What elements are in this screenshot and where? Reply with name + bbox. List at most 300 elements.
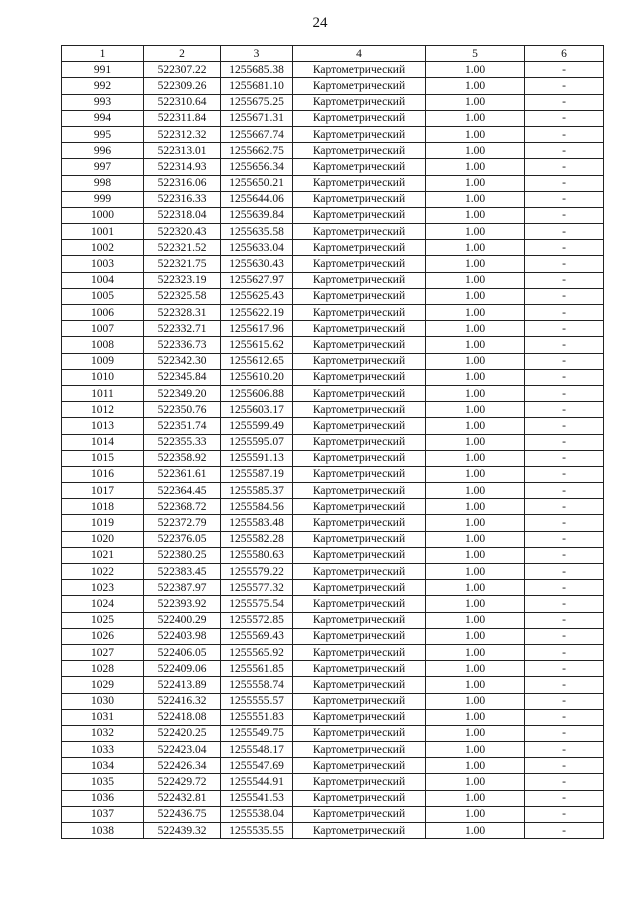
point-number-cell: 1021 xyxy=(62,547,144,563)
table-row xyxy=(62,596,604,612)
table-row xyxy=(62,337,604,353)
point-number-cell: 1003 xyxy=(62,256,144,272)
point-number-cell: 1037 xyxy=(62,806,144,822)
table-row xyxy=(62,272,604,288)
table-row xyxy=(62,580,604,596)
table-row xyxy=(62,143,604,159)
y-coordinate-cell: 1255644.06 xyxy=(221,191,293,207)
point-number-cell: 1009 xyxy=(62,353,144,369)
table-row xyxy=(62,321,604,337)
point-number-cell: 1033 xyxy=(62,742,144,758)
y-coordinate-cell: 1255681.10 xyxy=(221,78,293,94)
table-row xyxy=(62,677,604,693)
y-coordinate-cell: 1255685.38 xyxy=(221,62,293,78)
x-coordinate-cell: 522358.92 xyxy=(144,450,221,466)
method-cell: Картометрический xyxy=(293,628,426,644)
description-cell: - xyxy=(525,628,604,644)
table-row xyxy=(62,450,604,466)
accuracy-cell: 1.00 xyxy=(426,806,525,822)
x-coordinate-cell: 522316.06 xyxy=(144,175,221,191)
x-coordinate-cell: 522418.08 xyxy=(144,709,221,725)
accuracy-cell: 1.00 xyxy=(426,790,525,806)
description-cell: - xyxy=(525,191,604,207)
point-number-cell: 1035 xyxy=(62,774,144,790)
x-coordinate-cell: 522439.32 xyxy=(144,823,221,839)
x-coordinate-cell: 522309.26 xyxy=(144,78,221,94)
description-cell: - xyxy=(525,272,604,288)
method-cell: Картометрический xyxy=(293,450,426,466)
table-row xyxy=(62,612,604,628)
point-number-cell: 1023 xyxy=(62,580,144,596)
table-row xyxy=(62,774,604,790)
table-row xyxy=(62,78,604,94)
method-cell: Картометрический xyxy=(293,661,426,677)
description-cell: - xyxy=(525,758,604,774)
point-number-cell: 1012 xyxy=(62,402,144,418)
description-cell: - xyxy=(525,612,604,628)
point-number-cell: 996 xyxy=(62,143,144,159)
table-row xyxy=(62,305,604,321)
x-coordinate-cell: 522436.75 xyxy=(144,806,221,822)
description-cell: - xyxy=(525,644,604,660)
x-coordinate-cell: 522429.72 xyxy=(144,774,221,790)
point-number-cell: 1019 xyxy=(62,515,144,531)
y-coordinate-cell: 1255583.48 xyxy=(221,515,293,531)
method-cell: Картометрический xyxy=(293,644,426,660)
point-number-cell: 1008 xyxy=(62,337,144,353)
description-cell: - xyxy=(525,823,604,839)
method-cell: Картометрический xyxy=(293,790,426,806)
description-cell: - xyxy=(525,240,604,256)
table-row xyxy=(62,418,604,434)
y-coordinate-cell: 1255548.17 xyxy=(221,742,293,758)
table-row xyxy=(62,515,604,531)
method-cell: Картометрический xyxy=(293,337,426,353)
description-cell: - xyxy=(525,159,604,175)
description-cell: - xyxy=(525,288,604,304)
accuracy-cell: 1.00 xyxy=(426,661,525,677)
accuracy-cell: 1.00 xyxy=(426,515,525,531)
y-coordinate-cell: 1255565.92 xyxy=(221,644,293,660)
x-coordinate-cell: 522323.19 xyxy=(144,272,221,288)
column-header: 1 xyxy=(62,46,144,62)
description-cell: - xyxy=(525,531,604,547)
method-cell: Картометрический xyxy=(293,434,426,450)
method-cell: Картометрический xyxy=(293,823,426,839)
method-cell: Картометрический xyxy=(293,110,426,126)
y-coordinate-cell: 1255599.49 xyxy=(221,418,293,434)
y-coordinate-cell: 1255591.13 xyxy=(221,450,293,466)
point-number-cell: 1002 xyxy=(62,240,144,256)
description-cell: - xyxy=(525,126,604,142)
point-number-cell: 1007 xyxy=(62,321,144,337)
point-number-cell: 1028 xyxy=(62,661,144,677)
description-cell: - xyxy=(525,483,604,499)
method-cell: Картометрический xyxy=(293,305,426,321)
accuracy-cell: 1.00 xyxy=(426,385,525,401)
method-cell: Картометрический xyxy=(293,240,426,256)
method-cell: Картометрический xyxy=(293,353,426,369)
accuracy-cell: 1.00 xyxy=(426,110,525,126)
y-coordinate-cell: 1255610.20 xyxy=(221,369,293,385)
x-coordinate-cell: 522413.89 xyxy=(144,677,221,693)
method-cell: Картометрический xyxy=(293,256,426,272)
description-cell: - xyxy=(525,369,604,385)
x-coordinate-cell: 522311.84 xyxy=(144,110,221,126)
y-coordinate-cell: 1255587.19 xyxy=(221,466,293,482)
x-coordinate-cell: 522349.20 xyxy=(144,385,221,401)
point-number-cell: 1014 xyxy=(62,434,144,450)
table-row xyxy=(62,758,604,774)
y-coordinate-cell: 1255615.62 xyxy=(221,337,293,353)
y-coordinate-cell: 1255577.32 xyxy=(221,580,293,596)
x-coordinate-cell: 522416.32 xyxy=(144,693,221,709)
y-coordinate-cell: 1255541.53 xyxy=(221,790,293,806)
column-header: 5 xyxy=(426,46,525,62)
method-cell: Картометрический xyxy=(293,466,426,482)
accuracy-cell: 1.00 xyxy=(426,62,525,78)
x-coordinate-cell: 522313.01 xyxy=(144,143,221,159)
table-body xyxy=(62,62,604,839)
accuracy-cell: 1.00 xyxy=(426,159,525,175)
table-row xyxy=(62,434,604,450)
accuracy-cell: 1.00 xyxy=(426,434,525,450)
accuracy-cell: 1.00 xyxy=(426,272,525,288)
method-cell: Картометрический xyxy=(293,758,426,774)
point-number-cell: 992 xyxy=(62,78,144,94)
table-row xyxy=(62,110,604,126)
x-coordinate-cell: 522342.30 xyxy=(144,353,221,369)
y-coordinate-cell: 1255582.28 xyxy=(221,531,293,547)
accuracy-cell: 1.00 xyxy=(426,175,525,191)
y-coordinate-cell: 1255662.75 xyxy=(221,143,293,159)
x-coordinate-cell: 522426.34 xyxy=(144,758,221,774)
x-coordinate-cell: 522409.06 xyxy=(144,661,221,677)
description-cell: - xyxy=(525,305,604,321)
point-number-cell: 1020 xyxy=(62,531,144,547)
y-coordinate-cell: 1255538.04 xyxy=(221,806,293,822)
description-cell: - xyxy=(525,725,604,741)
method-cell: Картометрический xyxy=(293,483,426,499)
x-coordinate-cell: 522368.72 xyxy=(144,499,221,515)
x-coordinate-cell: 522423.04 xyxy=(144,742,221,758)
accuracy-cell: 1.00 xyxy=(426,369,525,385)
method-cell: Картометрический xyxy=(293,725,426,741)
table-row xyxy=(62,725,604,741)
method-cell: Картометрический xyxy=(293,224,426,240)
method-cell: Картометрический xyxy=(293,564,426,580)
description-cell: - xyxy=(525,78,604,94)
y-coordinate-cell: 1255627.97 xyxy=(221,272,293,288)
table-row xyxy=(62,806,604,822)
point-number-cell: 991 xyxy=(62,62,144,78)
x-coordinate-cell: 522361.61 xyxy=(144,466,221,482)
table-row xyxy=(62,256,604,272)
y-coordinate-cell: 1255584.56 xyxy=(221,499,293,515)
y-coordinate-cell: 1255639.84 xyxy=(221,207,293,223)
method-cell: Картометрический xyxy=(293,709,426,725)
description-cell: - xyxy=(525,385,604,401)
table-row xyxy=(62,661,604,677)
description-cell: - xyxy=(525,466,604,482)
method-cell: Картометрический xyxy=(293,418,426,434)
description-cell: - xyxy=(525,402,604,418)
description-cell: - xyxy=(525,337,604,353)
method-cell: Картометрический xyxy=(293,612,426,628)
accuracy-cell: 1.00 xyxy=(426,758,525,774)
method-cell: Картометрический xyxy=(293,402,426,418)
method-cell: Картометрический xyxy=(293,742,426,758)
y-coordinate-cell: 1255544.91 xyxy=(221,774,293,790)
y-coordinate-cell: 1255579.22 xyxy=(221,564,293,580)
method-cell: Картометрический xyxy=(293,385,426,401)
accuracy-cell: 1.00 xyxy=(426,191,525,207)
table-row xyxy=(62,385,604,401)
description-cell: - xyxy=(525,321,604,337)
y-coordinate-cell: 1255612.65 xyxy=(221,353,293,369)
y-coordinate-cell: 1255625.43 xyxy=(221,288,293,304)
point-number-cell: 1000 xyxy=(62,207,144,223)
point-number-cell: 993 xyxy=(62,94,144,110)
accuracy-cell: 1.00 xyxy=(426,725,525,741)
method-cell: Картометрический xyxy=(293,693,426,709)
point-number-cell: 1027 xyxy=(62,644,144,660)
coordinates-table xyxy=(61,45,604,839)
accuracy-cell: 1.00 xyxy=(426,644,525,660)
method-cell: Картометрический xyxy=(293,515,426,531)
table-row xyxy=(62,175,604,191)
table-row xyxy=(62,644,604,660)
accuracy-cell: 1.00 xyxy=(426,402,525,418)
x-coordinate-cell: 522403.98 xyxy=(144,628,221,644)
x-coordinate-cell: 522321.52 xyxy=(144,240,221,256)
x-coordinate-cell: 522312.32 xyxy=(144,126,221,142)
y-coordinate-cell: 1255558.74 xyxy=(221,677,293,693)
table-row xyxy=(62,547,604,563)
x-coordinate-cell: 522332.71 xyxy=(144,321,221,337)
method-cell: Картометрический xyxy=(293,677,426,693)
point-number-cell: 995 xyxy=(62,126,144,142)
table-row xyxy=(62,466,604,482)
accuracy-cell: 1.00 xyxy=(426,305,525,321)
table-row xyxy=(62,369,604,385)
point-number-cell: 1030 xyxy=(62,693,144,709)
point-number-cell: 1010 xyxy=(62,369,144,385)
description-cell: - xyxy=(525,450,604,466)
method-cell: Картометрический xyxy=(293,531,426,547)
accuracy-cell: 1.00 xyxy=(426,94,525,110)
x-coordinate-cell: 522351.74 xyxy=(144,418,221,434)
accuracy-cell: 1.00 xyxy=(426,224,525,240)
point-number-cell: 1025 xyxy=(62,612,144,628)
accuracy-cell: 1.00 xyxy=(426,337,525,353)
x-coordinate-cell: 522400.29 xyxy=(144,612,221,628)
accuracy-cell: 1.00 xyxy=(426,564,525,580)
accuracy-cell: 1.00 xyxy=(426,78,525,94)
method-cell: Картометрический xyxy=(293,596,426,612)
table-row xyxy=(62,353,604,369)
table-row xyxy=(62,693,604,709)
y-coordinate-cell: 1255595.07 xyxy=(221,434,293,450)
table-row xyxy=(62,742,604,758)
description-cell: - xyxy=(525,499,604,515)
description-cell: - xyxy=(525,353,604,369)
table-row xyxy=(62,191,604,207)
y-coordinate-cell: 1255575.54 xyxy=(221,596,293,612)
column-header: 6 xyxy=(525,46,604,62)
method-cell: Картометрический xyxy=(293,159,426,175)
y-coordinate-cell: 1255535.55 xyxy=(221,823,293,839)
method-cell: Картометрический xyxy=(293,774,426,790)
accuracy-cell: 1.00 xyxy=(426,531,525,547)
accuracy-cell: 1.00 xyxy=(426,677,525,693)
x-coordinate-cell: 522345.84 xyxy=(144,369,221,385)
table-row xyxy=(62,62,604,78)
y-coordinate-cell: 1255549.75 xyxy=(221,725,293,741)
accuracy-cell: 1.00 xyxy=(426,483,525,499)
point-number-cell: 1017 xyxy=(62,483,144,499)
method-cell: Картометрический xyxy=(293,191,426,207)
point-number-cell: 1004 xyxy=(62,272,144,288)
description-cell: - xyxy=(525,143,604,159)
table-header xyxy=(62,46,604,62)
description-cell: - xyxy=(525,790,604,806)
point-number-cell: 1016 xyxy=(62,466,144,482)
accuracy-cell: 1.00 xyxy=(426,742,525,758)
description-cell: - xyxy=(525,515,604,531)
x-coordinate-cell: 522350.76 xyxy=(144,402,221,418)
description-cell: - xyxy=(525,418,604,434)
accuracy-cell: 1.00 xyxy=(426,466,525,482)
x-coordinate-cell: 522314.93 xyxy=(144,159,221,175)
method-cell: Картометрический xyxy=(293,288,426,304)
accuracy-cell: 1.00 xyxy=(426,823,525,839)
method-cell: Картометрический xyxy=(293,207,426,223)
x-coordinate-cell: 522376.05 xyxy=(144,531,221,547)
method-cell: Картометрический xyxy=(293,126,426,142)
description-cell: - xyxy=(525,596,604,612)
page-number: 24 xyxy=(312,15,328,31)
accuracy-cell: 1.00 xyxy=(426,580,525,596)
description-cell: - xyxy=(525,207,604,223)
point-number-cell: 1006 xyxy=(62,305,144,321)
table-row xyxy=(62,531,604,547)
point-number-cell: 1036 xyxy=(62,790,144,806)
x-coordinate-cell: 522320.43 xyxy=(144,224,221,240)
method-cell: Картометрический xyxy=(293,369,426,385)
table-row xyxy=(62,224,604,240)
point-number-cell: 1038 xyxy=(62,823,144,839)
description-cell: - xyxy=(525,175,604,191)
column-header: 3 xyxy=(221,46,293,62)
accuracy-cell: 1.00 xyxy=(426,709,525,725)
description-cell: - xyxy=(525,742,604,758)
accuracy-cell: 1.00 xyxy=(426,418,525,434)
accuracy-cell: 1.00 xyxy=(426,612,525,628)
method-cell: Картометрический xyxy=(293,321,426,337)
table-row xyxy=(62,94,604,110)
table-row xyxy=(62,207,604,223)
description-cell: - xyxy=(525,224,604,240)
point-number-cell: 1022 xyxy=(62,564,144,580)
description-cell: - xyxy=(525,94,604,110)
y-coordinate-cell: 1255580.63 xyxy=(221,547,293,563)
table-row xyxy=(62,483,604,499)
y-coordinate-cell: 1255630.43 xyxy=(221,256,293,272)
x-coordinate-cell: 522393.92 xyxy=(144,596,221,612)
method-cell: Картометрический xyxy=(293,94,426,110)
method-cell: Картометрический xyxy=(293,806,426,822)
x-coordinate-cell: 522406.05 xyxy=(144,644,221,660)
y-coordinate-cell: 1255547.69 xyxy=(221,758,293,774)
accuracy-cell: 1.00 xyxy=(426,321,525,337)
description-cell: - xyxy=(525,547,604,563)
y-coordinate-cell: 1255675.25 xyxy=(221,94,293,110)
point-number-cell: 1011 xyxy=(62,385,144,401)
point-number-cell: 994 xyxy=(62,110,144,126)
point-number-cell: 1015 xyxy=(62,450,144,466)
header-row xyxy=(62,46,604,62)
point-number-cell: 1001 xyxy=(62,224,144,240)
description-cell: - xyxy=(525,580,604,596)
y-coordinate-cell: 1255572.85 xyxy=(221,612,293,628)
y-coordinate-cell: 1255656.34 xyxy=(221,159,293,175)
point-number-cell: 1032 xyxy=(62,725,144,741)
y-coordinate-cell: 1255585.37 xyxy=(221,483,293,499)
x-coordinate-cell: 522321.75 xyxy=(144,256,221,272)
point-number-cell: 999 xyxy=(62,191,144,207)
table-row xyxy=(62,288,604,304)
table-row xyxy=(62,159,604,175)
description-cell: - xyxy=(525,110,604,126)
method-cell: Картометрический xyxy=(293,143,426,159)
y-coordinate-cell: 1255635.58 xyxy=(221,224,293,240)
point-number-cell: 998 xyxy=(62,175,144,191)
method-cell: Картометрический xyxy=(293,62,426,78)
y-coordinate-cell: 1255633.04 xyxy=(221,240,293,256)
y-coordinate-cell: 1255561.85 xyxy=(221,661,293,677)
point-number-cell: 1018 xyxy=(62,499,144,515)
accuracy-cell: 1.00 xyxy=(426,596,525,612)
method-cell: Картометрический xyxy=(293,547,426,563)
description-cell: - xyxy=(525,709,604,725)
y-coordinate-cell: 1255617.96 xyxy=(221,321,293,337)
accuracy-cell: 1.00 xyxy=(426,143,525,159)
accuracy-cell: 1.00 xyxy=(426,256,525,272)
method-cell: Картометрический xyxy=(293,175,426,191)
method-cell: Картометрический xyxy=(293,272,426,288)
x-coordinate-cell: 522380.25 xyxy=(144,547,221,563)
table-row xyxy=(62,823,604,839)
y-coordinate-cell: 1255650.21 xyxy=(221,175,293,191)
table-row xyxy=(62,628,604,644)
accuracy-cell: 1.00 xyxy=(426,288,525,304)
x-coordinate-cell: 522318.04 xyxy=(144,207,221,223)
column-header: 2 xyxy=(144,46,221,62)
x-coordinate-cell: 522372.79 xyxy=(144,515,221,531)
y-coordinate-cell: 1255569.43 xyxy=(221,628,293,644)
description-cell: - xyxy=(525,62,604,78)
table-row xyxy=(62,499,604,515)
x-coordinate-cell: 522383.45 xyxy=(144,564,221,580)
accuracy-cell: 1.00 xyxy=(426,774,525,790)
accuracy-cell: 1.00 xyxy=(426,693,525,709)
x-coordinate-cell: 522307.22 xyxy=(144,62,221,78)
column-header: 4 xyxy=(293,46,426,62)
table-row xyxy=(62,126,604,142)
accuracy-cell: 1.00 xyxy=(426,450,525,466)
description-cell: - xyxy=(525,774,604,790)
